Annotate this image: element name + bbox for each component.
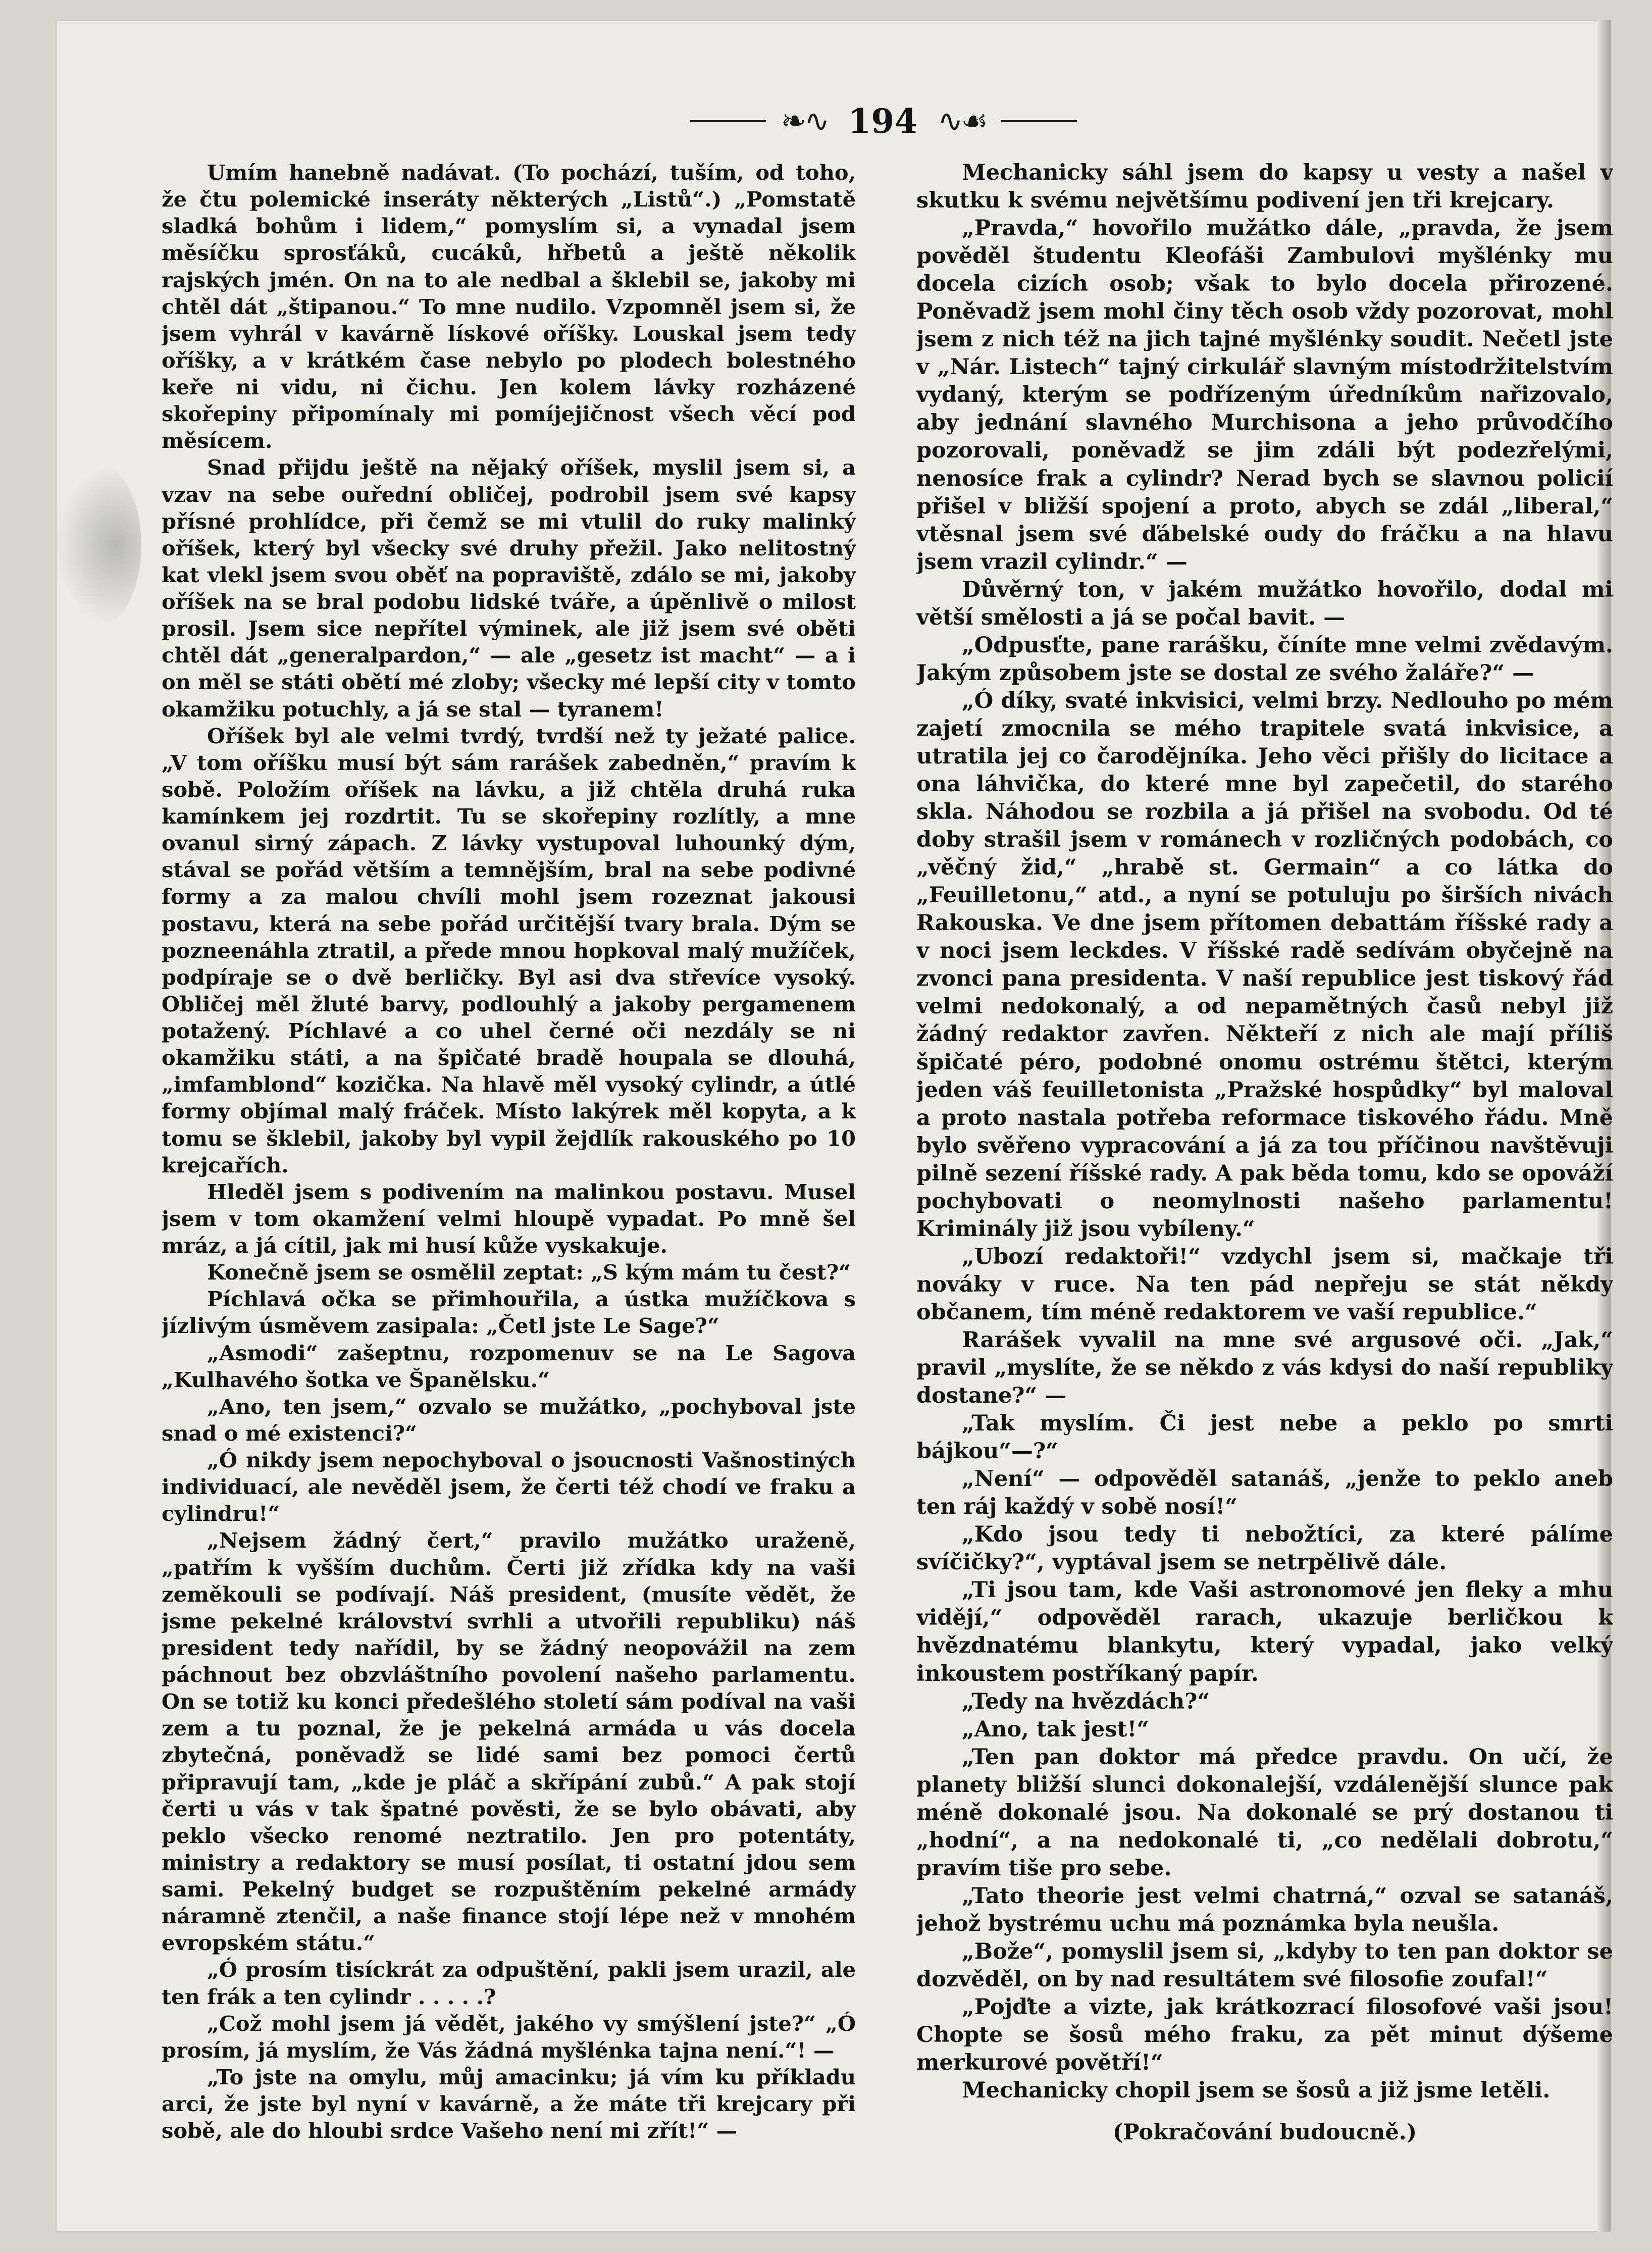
paragraph: Píchlavá očka se přimhouřila, a ústka mužíčkova s jízlivým úsměvem zasipala: „Četl jste Le Sage?“ bbox=[162, 1287, 856, 1339]
paragraph: Umím hanebně nadávat. (To pochází, tuším, od toho, že čtu polemické inseráty některých „Listů“.) „Pomstatě sladká bohům i lidem,“ pomyslím si, a vynadal jsem měsíčku sprosťáků, cucáků, hřbetů a ještě několik rajských jmén. On na to ale nedbal a šklebil se, jakoby mi chtěl dát „štipanou.“ To mne nudilo. Vzpomněl jsem si, že jsem vyhrál v kavárně lískové oříšky. Louskal jsem tedy oříšky, a v krátkém čase nebylo po plodech bolestného keře ni vidu, ni čichu. Jen kolem lávky rozházené skořepiny připomínaly mi pomíjejičnost všech věcí pod měsícem. bbox=[162, 160, 856, 453]
header-rule-left bbox=[690, 120, 766, 122]
paragraph: „Odpusťte, pane rarášku, číníte mne velmi zvědavým. Jakým způsobem jste se dostal ze svého žaláře?“ — bbox=[916, 632, 1613, 686]
paragraph: Důvěrný ton, v jakém mužátko hovořilo, dodal mi větší smělosti a já se počal bavit. — bbox=[916, 577, 1613, 630]
right-text-column bbox=[916, 159, 1613, 2159]
paragraph: Hleděl jsem s podivením na malinkou postavu. Musel jsem v tom okamžení velmi hloupě vypadat. Po mně šel mráz, a já cítil, jak mi husí kůže vyskakuje. bbox=[162, 1179, 856, 1258]
paragraph: „Ó díky, svaté inkvisici, velmi brzy. Nedlouho po mém zajetí zmocnila se mého trapitele svatá inkvisice, a utratila jej co čarodějníka. Jeho věci přišly do licitace a ona láhvička, do které mne byl zapečetil, do starého skla. Náhodou se rozbila a já přišel na svobodu. Od té doby strašil jsem v románech v rozličných podobách, co „věčný žid,“ „hrabě st. Germain“ a co látka do „Feuilletonu,“ atd., a nyní se potuluju po širších nivách Rakouska. Ve dne jsem přítomen debattám říšské rady a v noci jsem leckdes. V říšské radě sedívám obyčejně na zvonci pana presidenta. V naší republice jest tiskový řád velmi nedokonalý, a od nepamětných časů nebyl již žádný redaktor zavřen. Někteří z nich ale mají příliš špičaté péro, podobné onomu ostrému štětci, kterým jeden váš feuilletonista „Pražské hospůdky“ byl maloval a proto nastala potřeba reformace tiskového řádu. Mně bylo svěřeno vypracování a já za tou příčinou navštěvuji pilně sezení říšské rady. A pak běda tomu, kdo se opováží pochybovati o neomylnosti našeho parlamentu! Kriminály již jsou vybíleny.“ bbox=[916, 688, 1613, 1242]
paragraph: „Ten pan doktor má předce pravdu. On učí, že planety bližší slunci dokonalejší, vzdálenější slunce pak méně dokonalé jsou. Na dokonalé se prý dostanou ti „hodní“, a na nedokonalé ti, „co nedělali dobrotu,“ pravím tiše pro sebe. bbox=[916, 1744, 1613, 1881]
paper-stain bbox=[56, 465, 141, 626]
paragraph: „Pravda,“ hovořilo mužátko dále, „pravda, že jsem pověděl študentu Kleofáši Zambulovi myšlénky mu docela cizích osob; však to bylo docela přirozené. Poněvadž jsem mohl činy těch osob vždy pozorovat, mohl jsem z nich též na jich tajné myšlénky soudit. Nečetl jste v „Nár. Listech“ tajný cirkulář slavným místodržitelstvím vydaný, kterým se podřízeným úředníkům nařizovalo, aby jednání slavného Murchisona a jeho průvodčího pozorovali, poněvadž se jim zdáli být podezřelými, nenosíce frak a cylindr? Nerad bych se slavnou policií přišel v bližší spojení a proto, abych se zdál „liberal,“ vtěsnal jsem své ďábelské oudy do fráčku a na hlavu jsem vrazil cylindr.“ — bbox=[916, 216, 1613, 575]
paragraph: „Není“ — odpověděl satanáš, „jenže to peklo aneb ten ráj každý v sobě nosí!“ bbox=[916, 1466, 1613, 1520]
paragraph: „Tedy na hvězdách?“ bbox=[962, 1688, 1210, 1714]
page-header bbox=[641, 96, 1126, 146]
paragraph: „Ubozí redaktoři!“ vzdychl jsem si, mačkaje tři nováky v ruce. Na ten pád nepřeju se stát někdy občanem, tím méně redaktorem ve vaší republice.“ bbox=[916, 1244, 1613, 1325]
paragraph: „To jste na omylu, můj amacinku; já vím ku příkladu arci, že jste byl nyní v kavárně, a že máte tři krejcary při sobě, ale do hloubi srdce Vašeho není mi zřít!“ — bbox=[162, 2064, 856, 2143]
paragraph: „Tak myslím. Či jest nebe a peklo po smrti bájkou“—?“ bbox=[916, 1411, 1613, 1464]
paragraph: „Kdo jsou tedy ti nebožtíci, za které pálíme svíčičky?“, vyptával jsem se netrpělivě dále. bbox=[916, 1522, 1613, 1575]
paragraph: Oříšek byl ale velmi tvrdý, tvrdší než ty ježaté palice. „V tom oříšku musí být sám rarášek zabedněn,“ pravím k sobě. Položím oříšek na lávku, a již chtěla druhá ruka kamínkem jej rozdrtit. Tu se skořepiny rozlítly, a mne ovanul sirný zápach. Z lávky vystupoval luhounký dým, stával se pořád větším a temnějším, bral na sebe podivné formy a za malou chvíli mohl jsem rozeznat jakousi postavu, která na sebe pořád určitější tvary brala. Dým se pozneenáhla ztratil, a přede mnou hopkoval malý mužíček, podpíraje se o dvě berličky. Byl asi dva střevíce vysoký. Obličej měl žluté barvy, podlouhlý a jakoby pergamenem potažený. Píchlavé a co uhel černé oči nezdály se ni okamžiku státi, a na špičaté bradě houpala se dlouhá, „imfamblond“ kozička. Na hlavě měl vysoký cylindr, a útlé formy objímal malý fráček. Místo lakýrek měl kopyta, a k tomu se šklebil, jakoby byl vypil žejdlík rakouského po 10 krejcařích. bbox=[162, 723, 856, 1178]
paragraph: „Tato theorie jest velmi chatrná,“ ozval se satanáš, jehož bystrému uchu má poznámka byla neušla. bbox=[916, 1883, 1613, 1936]
paragraph: Konečně jsem se osmělil zeptat: „S kým mám tu čest?“ bbox=[207, 1260, 851, 1285]
paragraph: „Ó nikdy jsem nepochyboval o jsoucnosti Vašnostiných individuací, ale nevěděl jsem, že čerti též chodí ve fraku a cylindru!“ bbox=[162, 1448, 856, 1526]
paragraph: Mechanicky sáhl jsem do kapsy u vesty a našel v skutku k svému největšímu podivení jen tři krejcary. bbox=[916, 160, 1613, 214]
paragraph: „Nejsem žádný čert,“ pravilo mužátko uraženě, „patřím k vyšším duchům. Čerti již zřídka kdy na vaši zeměkouli se podívají. Náš president, (musíte vědět, že jsme pekelné království svrhli a utvořili republiku) náš president tedy nařídil, by se žádný neopovážil na zem páchnout bez obzvláštního povolení našeho parlamentu. On se totiž ku konci předešlého století sám podíval na vaši zem a tu poznal, že je pekelná armáda u vás docela zbytečná, poněvadž se lidé sami bez pomoci čertů připravují tam, „kde je pláč a skřípání zubů.“ A pak stojí čerti u vás v tak špatné pověsti, že se bylo obávati, aby peklo všecko renomé neztratilo. Jen pro potentáty, ministry a redaktory se musí posílat, ti ostatní jdou sem sami. Pekelný budget se rozpuštěním pekelné armády náramně ztenčil, a naše finance stojí lépe než v mnohém evropském státu.“ bbox=[162, 1528, 856, 1956]
left-text-column bbox=[162, 159, 856, 2159]
paragraph: Rarášek vyvalil na mne své argusové oči. „Jak,“ pravil „myslíte, že se někdo z vás kdysi do naší republiky dostane?“ — bbox=[916, 1327, 1613, 1409]
paragraph: „Ó prosím tisíckrát za odpuštění, pakli jsem urazil, ale ten frák a ten cylindr . . . . .? bbox=[162, 1957, 856, 2009]
decorative-scroll-icon: ∿☙ bbox=[938, 104, 987, 139]
paragraph: „Ti jsou tam, kde Vaši astronomové jen fleky a mhu vidějí,“ odpověděl rarach, ukazuje berličkou k hvězdnatému blankytu, který vypadal, jako velký inkoustem postříkaný papír. bbox=[916, 1577, 1613, 1686]
decorative-scroll-icon: ❧∿ bbox=[781, 104, 828, 139]
paragraph: „Pojďte a vizte, jak krátkozrací filosofové vaši jsou! Chopte se šosů mého fraku, za pět minut dýšeme merkurové povětří!“ bbox=[916, 1994, 1613, 2076]
paragraph: „Což mohl jsem já vědět, jakého vy smýšlení jste?“ „Ó prosím, já myslím, že Vás žádná myšlénka tajna není.“! — bbox=[162, 2011, 856, 2063]
newspaper-page bbox=[56, 20, 1611, 2232]
paragraph: „Ano, ten jsem,“ ozvalo se mužátko, „pochyboval jste snad o mé existenci?“ bbox=[162, 1394, 856, 1446]
paragraph: „Ano, tak jest!“ bbox=[962, 1716, 1150, 1742]
paragraph: Mechanicky chopil jsem se šosů a již jsme letěli. bbox=[962, 2078, 1551, 2104]
header-rule-right bbox=[1001, 120, 1077, 122]
paragraph: Snad přijdu ještě na nějaký oříšek, myslil jsem si, a vzav na sebe ouřední obličej, podrobil jsem své kapsy přísné prohlídce, při čemž se mi vtulil do ruky malinký oříšek, který byl všecky své druhy přežil. Jako nelitostný kat vlekl jsem svou oběť na popraviště, zdálo se mi, jakoby oříšek na se bral podobu lidské tváře, a úpěnlivě o milost prosil. Jsem sice nepřítel výminek, ale již jsem své oběti chtěl dát „generalpardon,“ — ale „gesetz ist macht“ — a i on měl se státi obětí mé zloby; všecky mé lepší city v tomto okamžiku potuchly, a já se stal — tyranem! bbox=[162, 455, 856, 722]
paragraph: „Asmodi“ zašeptnu, rozpomenuv se na Le Sagova „Kulhavého šotka ve Španělsku.“ bbox=[162, 1340, 856, 1392]
paragraph: „Bože“, pomyslil jsem si, „kdyby to ten pan doktor se dozvěděl, on by nad resultátem své filosofie zoufal!“ bbox=[916, 1939, 1613, 1992]
page-number: 194 bbox=[848, 101, 918, 141]
continuation-note: (Pokračování budoucně.) bbox=[1112, 2120, 1417, 2145]
